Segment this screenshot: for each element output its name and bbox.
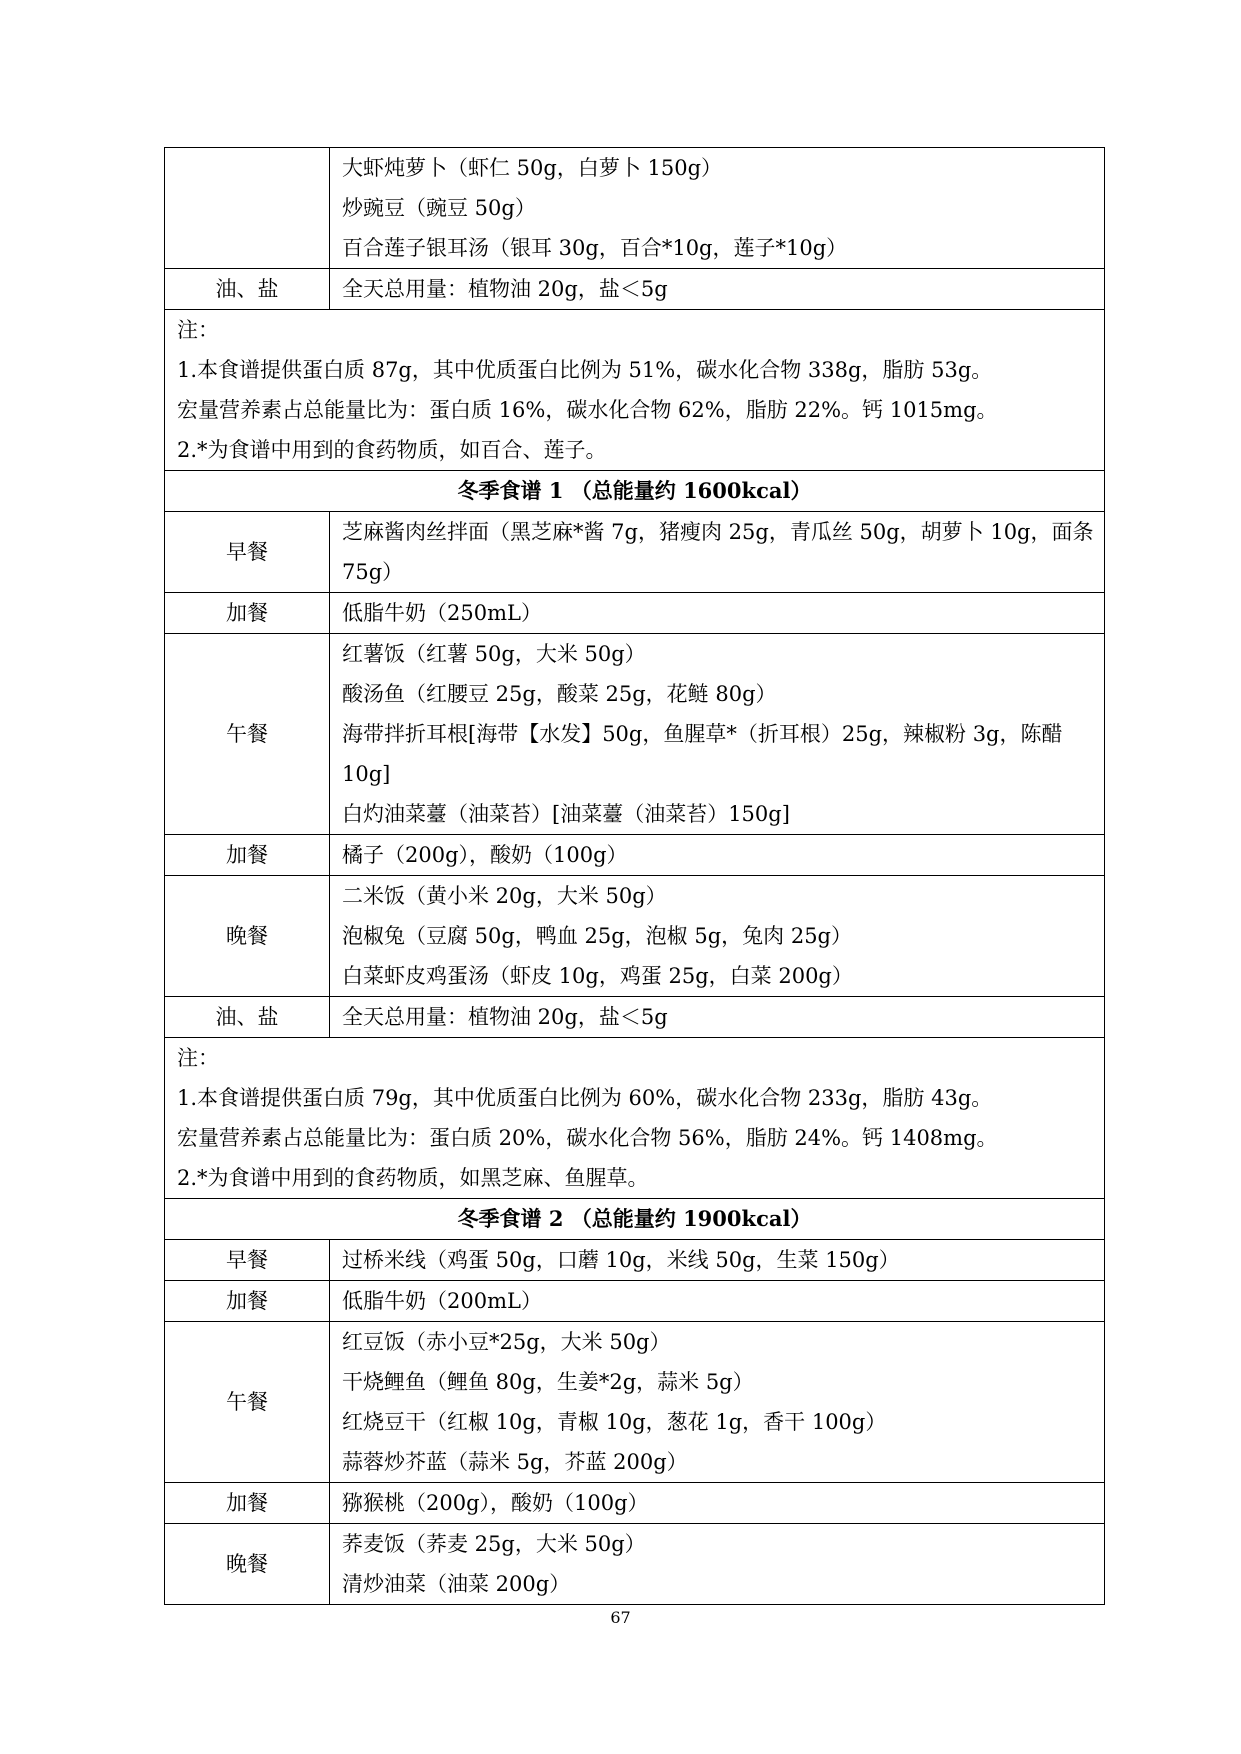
dish-item: 酸汤鱼（红腰豆 25g，酸菜 25g，花鲢 80g） (342, 682, 777, 706)
table-row (165, 876, 1105, 997)
dish-item: 橘子（200g），酸奶（100g） (342, 843, 628, 867)
dish-item: 红烧豆干（红椒 10g，青椒 10g，葱花 1g，香干 100g） (342, 1410, 887, 1434)
note-line: 宏量营养素占总能量比为：蛋白质 16%，碳水化合物 62%，脂肪 22%。钙 1015mg。 (177, 398, 998, 422)
dish-item: 荞麦饭（荞麦 25g，大米 50g） (342, 1532, 646, 1556)
note-line: 注： (177, 1046, 219, 1070)
meal-items (330, 1240, 1105, 1281)
dish-item: 清炒油菜（油菜 200g） (342, 1572, 571, 1596)
note-line: 1.本食谱提供蛋白质 87g，其中优质蛋白比例为 51%，碳水化合物 338g，脂肪 53g。 (177, 358, 993, 382)
note-line: 2.*为食谱中用到的食药物质，如黑芝麻、鱼腥草。 (177, 1166, 649, 1190)
meal-label: 早餐 (165, 512, 330, 593)
dish-item: 猕猴桃（200g），酸奶（100g） (342, 1491, 649, 1515)
menu-table (164, 147, 1105, 1605)
dish-item: 蒜蓉炒芥蓝（蒜米 5g，芥蓝 200g） (342, 1450, 688, 1474)
table-row (165, 1524, 1105, 1605)
table-row (165, 471, 1105, 512)
table-row (165, 835, 1105, 876)
dish-item: 二米饭（黄小米 20g，大米 50g） (342, 884, 667, 908)
meal-items (330, 876, 1105, 997)
menu-document (164, 147, 1105, 1605)
page-number: 67 (610, 1608, 631, 1627)
meal-label: 加餐 (165, 835, 330, 876)
note-line: 1.本食谱提供蛋白质 79g，其中优质蛋白比例为 60%，碳水化合物 233g，脂肪 43g。 (177, 1086, 993, 1110)
meal-items (330, 634, 1105, 835)
dish-item: 海带拌折耳根[海带【水发】50g，鱼腥草*（折耳根）25g，辣椒粉 3g，陈醋 10g] (342, 722, 1063, 786)
meal-label: 晚餐 (165, 1524, 330, 1605)
table-row (165, 1240, 1105, 1281)
dish-item: 泡椒兔（豆腐 50g，鸭血 25g，泡椒 5g，兔肉 25g） (342, 924, 852, 948)
menu-title: 冬季食谱 1 （总能量约 1600kcal） (165, 471, 1105, 512)
meal-label: 午餐 (165, 634, 330, 835)
dish-item: 炒豌豆（豌豆 50g） (342, 196, 536, 220)
meal-label: 午餐 (165, 1322, 330, 1483)
meal-items (330, 148, 1105, 269)
table-row (165, 1483, 1105, 1524)
meal-items (330, 1281, 1105, 1322)
note-cell (165, 310, 1105, 471)
meal-label: 晚餐 (165, 876, 330, 997)
menu-title: 冬季食谱 2 （总能量约 1900kcal） (165, 1199, 1105, 1240)
dish-item: 低脂牛奶（250mL） (342, 601, 542, 625)
table-row (165, 997, 1105, 1038)
meal-label: 加餐 (165, 593, 330, 634)
note-line: 注： (177, 318, 219, 342)
table-row (165, 1281, 1105, 1322)
note-line: 宏量营养素占总能量比为：蛋白质 20%，碳水化合物 56%，脂肪 24%。钙 1408mg。 (177, 1126, 998, 1150)
dish-item: 红薯饭（红薯 50g，大米 50g） (342, 642, 646, 666)
table-row (165, 148, 1105, 269)
dish-item: 白菜虾皮鸡蛋汤（虾皮 10g，鸡蛋 25g，白菜 200g） (342, 964, 853, 988)
table-row (165, 269, 1105, 310)
oil-salt-text: 全天总用量：植物油 20g，盐＜5g (330, 997, 1105, 1038)
dish-item: 白灼油菜薹（油菜苔）[油菜薹（油菜苔）150g] (342, 802, 790, 826)
meal-label: 加餐 (165, 1281, 330, 1322)
oil-salt-text: 全天总用量：植物油 20g，盐＜5g (330, 269, 1105, 310)
dish-item: 干烧鲤鱼（鲤鱼 80g，生姜*2g，蒜米 5g） (342, 1370, 754, 1394)
meal-items (330, 1322, 1105, 1483)
dish-item: 百合莲子银耳汤（银耳 30g，百合*10g，莲子*10g） (342, 236, 848, 260)
table-row (165, 310, 1105, 471)
table-row (165, 1199, 1105, 1240)
meal-items (330, 1483, 1105, 1524)
dish-item: 芝麻酱肉丝拌面（黑芝麻*酱 7g，猪瘦肉 25g，青瓜丝 50g，胡萝卜 10g，面条 75g） (342, 520, 1094, 584)
meal-items (330, 593, 1105, 634)
meal-label: 加餐 (165, 1483, 330, 1524)
table-row (165, 593, 1105, 634)
table-row (165, 1038, 1105, 1199)
table-row (165, 634, 1105, 835)
dish-item: 过桥米线（鸡蛋 50g，口蘑 10g，米线 50g，生菜 150g） (342, 1248, 900, 1272)
meal-items (330, 512, 1105, 593)
meal-label (165, 148, 330, 269)
meal-items (330, 835, 1105, 876)
meal-label: 油、盐 (165, 997, 330, 1038)
dish-item: 红豆饭（赤小豆*25g，大米 50g） (342, 1330, 671, 1354)
meal-label: 油、盐 (165, 269, 330, 310)
dish-item: 大虾炖萝卜（虾仁 50g，白萝卜 150g） (342, 156, 723, 180)
table-row (165, 1322, 1105, 1483)
note-cell (165, 1038, 1105, 1199)
dish-item: 低脂牛奶（200mL） (342, 1289, 542, 1313)
table-row (165, 512, 1105, 593)
meal-label: 早餐 (165, 1240, 330, 1281)
note-line: 2.*为食谱中用到的食药物质，如百合、莲子。 (177, 438, 607, 462)
meal-items (330, 1524, 1105, 1605)
